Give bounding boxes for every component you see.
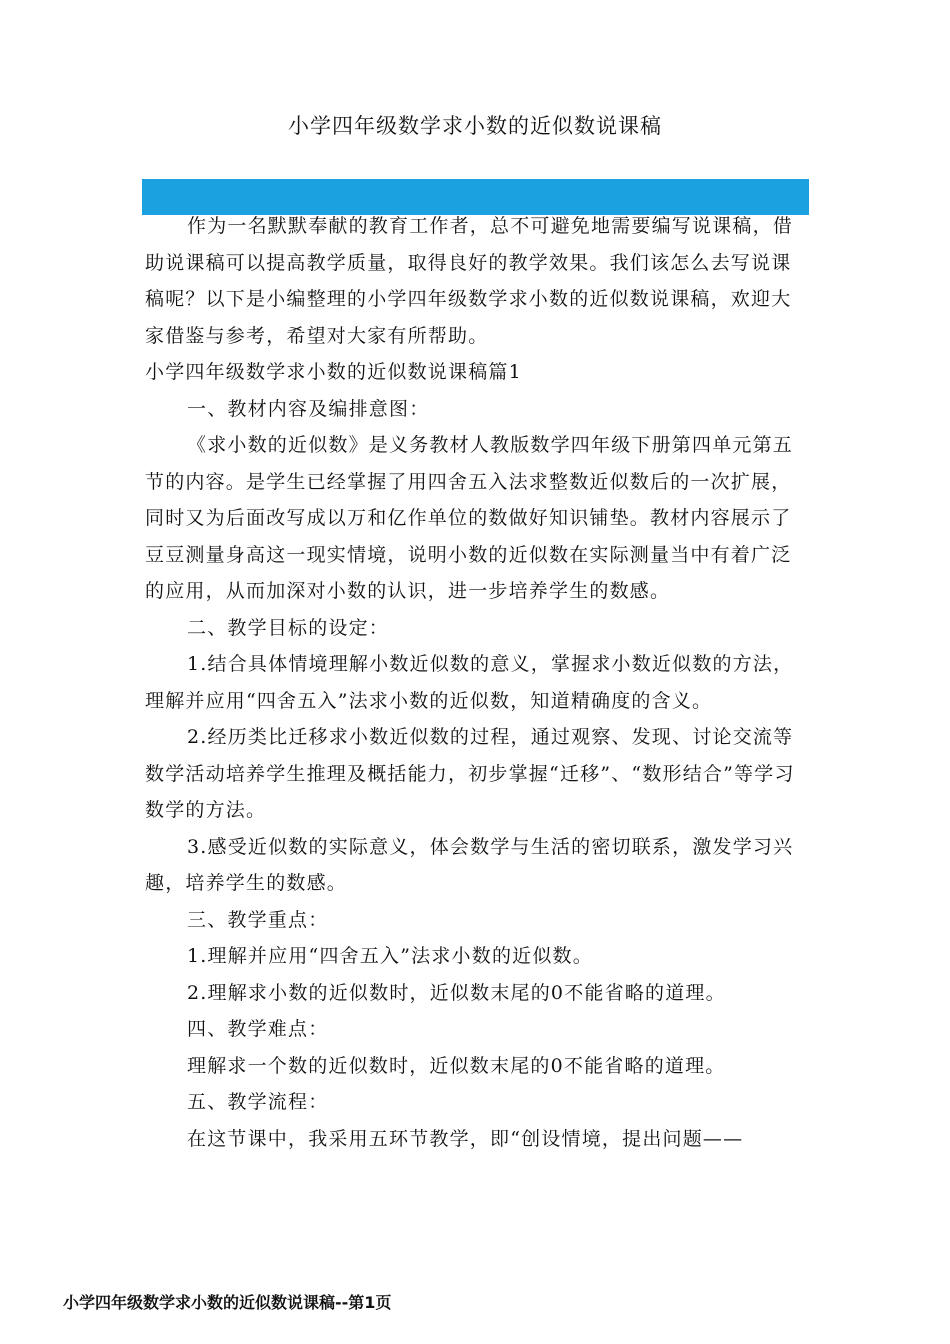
page-footer: 小学四年级数学求小数的近似数说课稿--第1页 xyxy=(63,1293,392,1312)
objective-1: 1.结合具体情境理解小数近似数的意义，掌握求小数近似数的方法，理解并应用“四舍五入”法求小数的近似数，知道精确度的含义。 xyxy=(145,653,794,712)
key-point-1: 1.理解并应用“四舍五入”法求小数的近似数。 xyxy=(187,945,593,967)
objective-3: 3.感受近似数的实际意义，体会数学与生活的密切联系，激发学习兴趣，培养学生的数感。 xyxy=(145,835,794,894)
paragraph-intro: 作为一名默默奉献的教育工作者，总不可避免地需要编写说课稿，借助说课稿可以提高教学质量，取得良好的教学效果。我们该怎么去写说课稿呢？以下是小编整理的小学四年级数学求小数的近似数说课稿，欢迎大家借鉴与参考，希望对大家有所帮助。 xyxy=(145,215,794,347)
heading-materials: 一、教材内容及编排意图： xyxy=(187,397,430,420)
heading-key-points: 三、教学重点： xyxy=(187,908,329,931)
document-title: 小学四年级数学求小数的近似数说课稿 xyxy=(288,114,662,138)
paragraph-process: 在这节课中，我采用五环节教学，即“创设情境，提出问题—— xyxy=(187,1127,744,1150)
difficulty-1: 理解求一个数的近似数时，近似数末尾的0不能省略的道理。 xyxy=(187,1054,726,1077)
key-point-2: 2.理解求小数的近似数时，近似数末尾的0不能省略的道理。 xyxy=(187,981,726,1004)
heading-objectives: 二、教学目标的设定： xyxy=(187,616,390,639)
document-body xyxy=(145,208,809,1157)
objective-2: 2.经历类比迁移求小数近似数的过程，通过观察、发现、讨论交流等数学活动培养学生推理及概括能力，初步掌握“迁移”、“数形结合”等学习数学的方法。 xyxy=(145,726,795,821)
heading-process: 五、教学流程： xyxy=(187,1091,329,1113)
heading-difficulties: 四、教学难点： xyxy=(187,1018,329,1040)
paragraph-materials: 《求小数的近似数》是义务教材人教版数学四年级下册第四单元第五节的内容。是学生已经掌握了用四舍五入法求整数近似数后的一次扩展，同时又为后面改写成以万和亿作单位的数做好知识铺垫。教材内容展示了豆豆测量身高这一现实情境，说明小数的近似数在实际测量当中有着广泛的应用，从而加深对小数的认识，进一步培养学生的数感。 xyxy=(145,434,794,602)
section-heading: 小学四年级数学求小数的近似数说课稿篇1 xyxy=(145,361,522,383)
